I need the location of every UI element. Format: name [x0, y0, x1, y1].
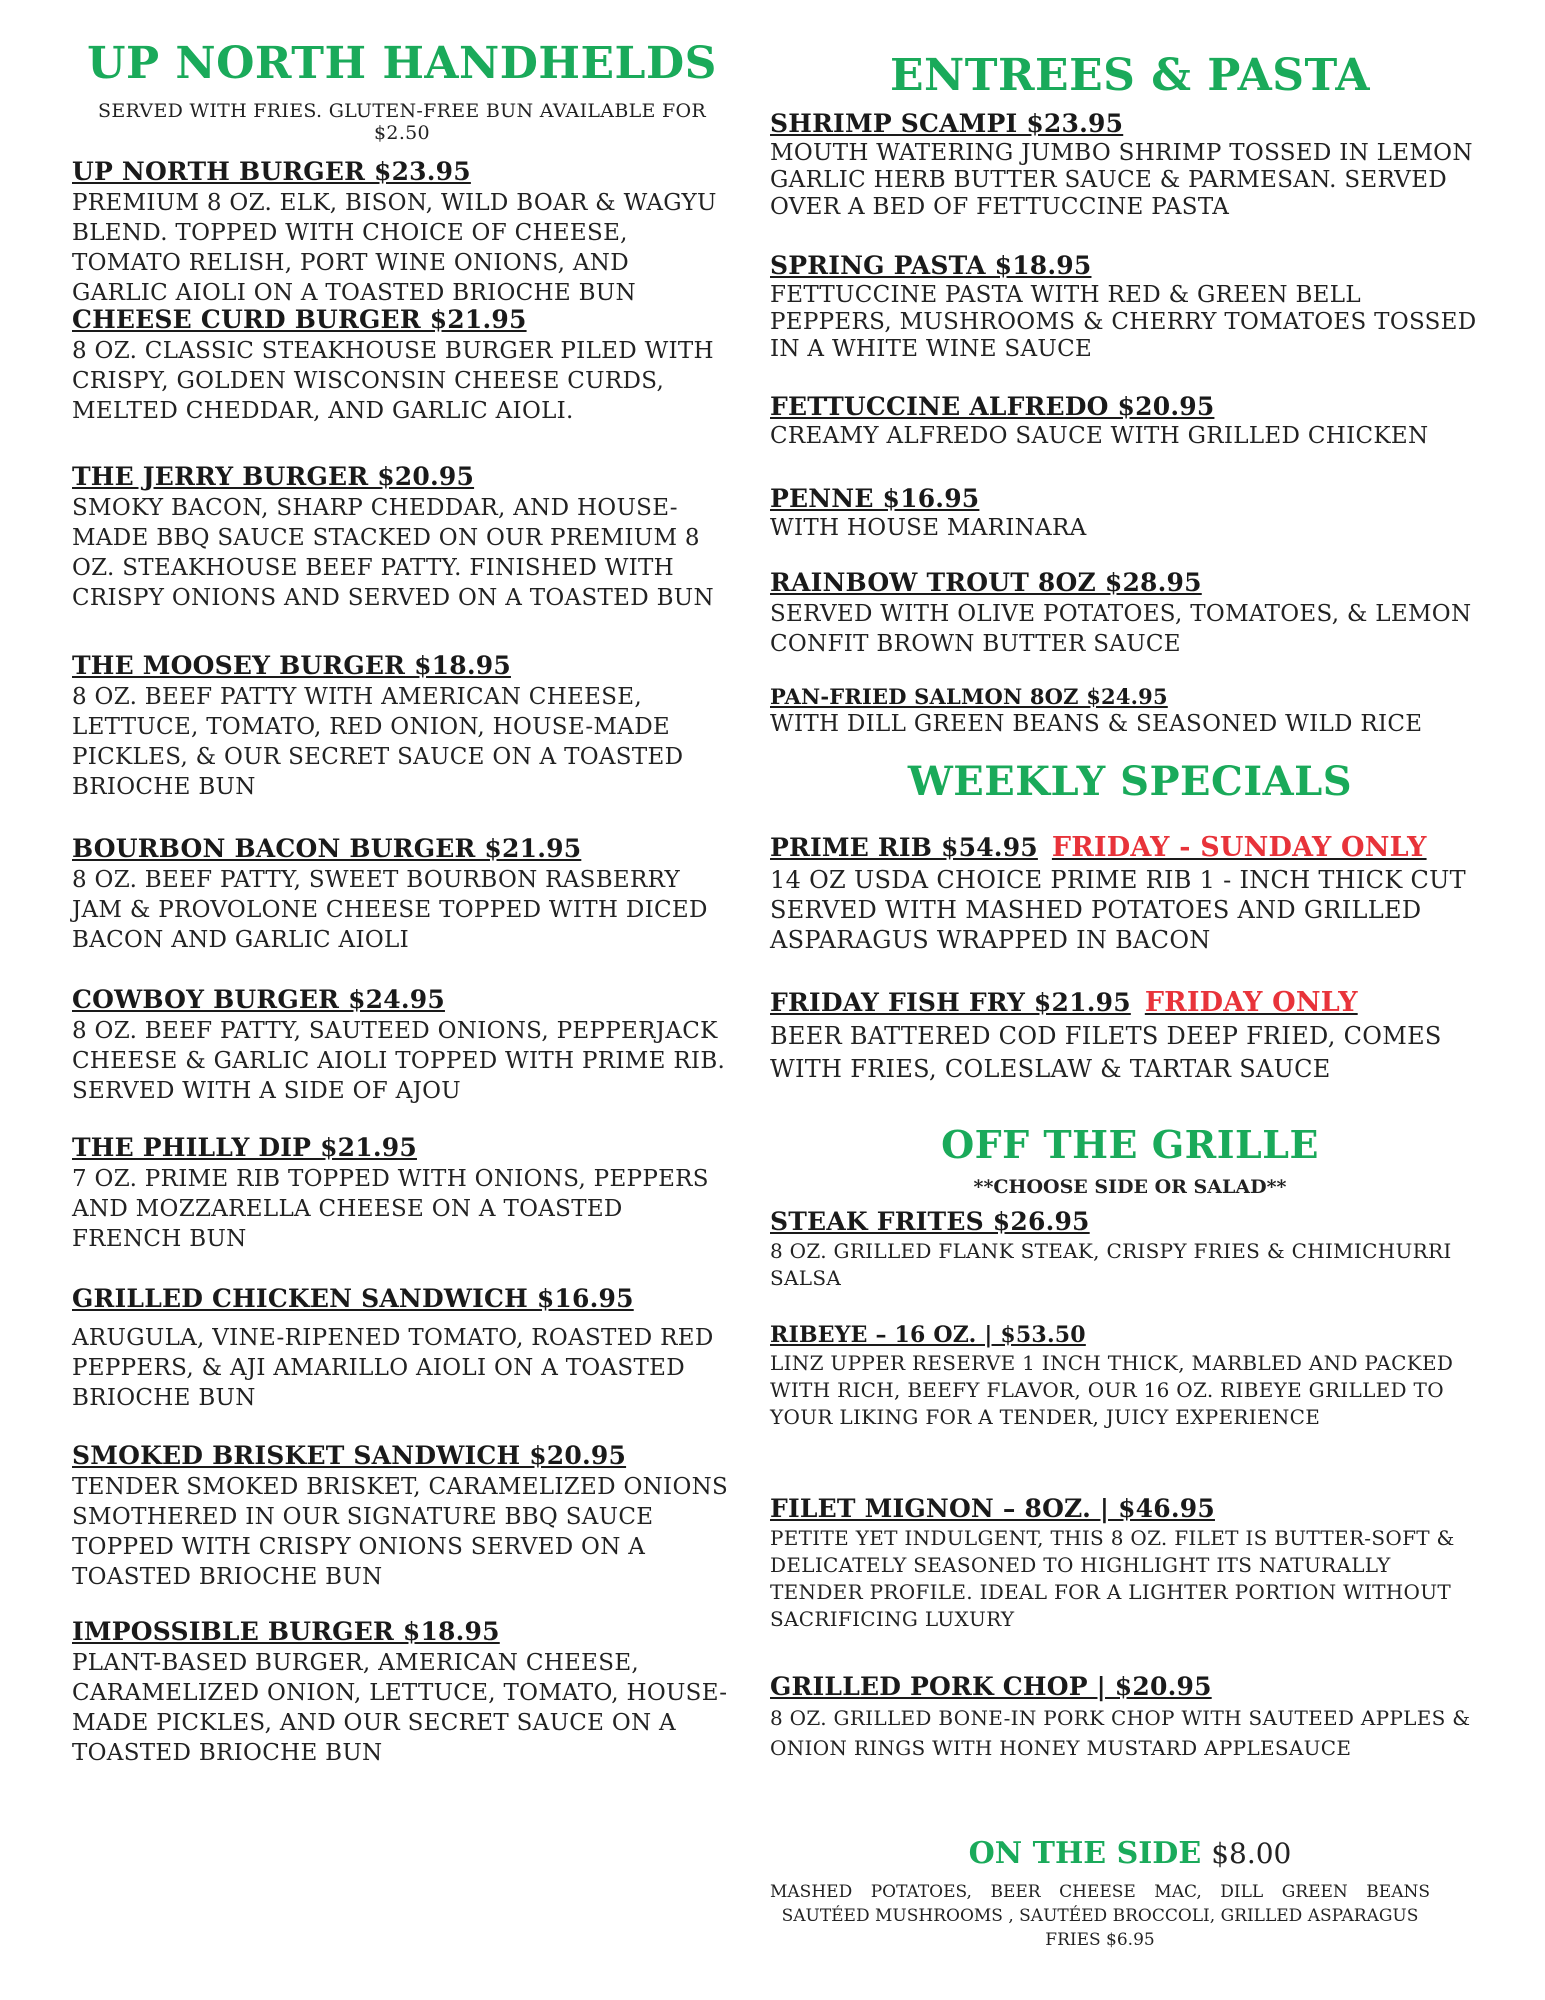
on-the-side-title: ON THE SIDE	[968, 1836, 1202, 1871]
menu-item	[770, 1494, 1490, 1633]
on-the-side-list	[770, 1880, 1430, 1952]
menu-item	[770, 987, 1490, 1086]
menu-item	[770, 1672, 1490, 1763]
menu-item	[770, 684, 1490, 738]
item-description: 14 OZ USDA CHOICE PRIME RIB 1 - INCH THICK CUT SERVED WITH MASHED POTATOES AND GRILLED ASPARAGUS WRAPPED IN BACON	[770, 866, 1466, 954]
item-description: 8 OZ. GRILLED BONE-IN PORK CHOP WITH SAUTEED APPLES & ONION RINGS WITH HONEY MUSTARD APPLESAUCE	[770, 1706, 1471, 1760]
item-name: FETTUCCINE ALFREDO $20.95	[770, 392, 1215, 421]
handhelds-note	[72, 100, 732, 144]
menu-item	[770, 1207, 1490, 1292]
availability-tag: FRIDAY - SUNDAY ONLY	[1051, 832, 1427, 863]
item-name: SMOKED BRISKET SANDWICH $20.95	[72, 1441, 627, 1470]
entrees-title: ENTREES & PASTA	[889, 50, 1371, 101]
item-name: FILET MIGNON – 8OZ. | $46.95	[770, 1494, 1215, 1523]
item-name: RIBEYE – 16 OZ. | $53.50	[770, 1322, 1086, 1348]
item-description: PLANT-BASED BURGER, AMERICAN CHEESE, CARAMELIZED ONION, LETTUCE, TOMATO, HOUSE-MADE PICKLES, AND OUR SECRET SAUCE ON A TOASTED BRIOCHE BUN	[72, 1650, 728, 1766]
grille-note: **CHOOSE SIDE OR SALAD**	[973, 1176, 1287, 1198]
item-description: FETTUCCINE PASTA WITH RED & GREEN BELL PEPPERS, MUSHROOMS & CHERRY TOMATOES TOSSED IN A WHITE WINE SAUCE	[770, 282, 1477, 362]
item-name: GRILLED PORK CHOP | $20.95	[770, 1672, 1212, 1701]
off-the-grille-title: OFF THE GRILLE	[941, 1122, 1319, 1167]
menu-item	[72, 305, 732, 426]
on-the-side-price: $8.00	[1211, 1837, 1292, 1870]
item-name: IMPOSSIBLE BURGER $18.95	[72, 1617, 500, 1646]
menu-item	[72, 834, 732, 955]
item-name	[770, 987, 1490, 1018]
item-description: BEER BATTERED COD FILETS DEEP FRIED, COMES WITH FRIES, COLESLAW & TARTAR SAUCE	[770, 1022, 1442, 1083]
item-name: UP NORTH BURGER $23.95	[72, 157, 471, 186]
menu-item	[770, 109, 1490, 221]
handhelds-note-line2: $2.50	[374, 122, 430, 144]
menu-item	[72, 1133, 732, 1254]
item-description: CREAMY ALFREDO SAUCE WITH GRILLED CHICKEN	[770, 423, 1429, 449]
side-line-2: SAUTÉED MUSHROOMS , SAUTÉED BROCCOLI, GRILLED ASPARAGUS	[781, 1906, 1419, 1926]
item-name	[770, 832, 1490, 863]
menu-item	[72, 157, 732, 308]
item-description: SMOKY BACON, SHARP CHEDDAR, AND HOUSE-MADE BBQ SAUCE STACKED ON OUR PREMIUM 8 OZ. STEAKHOUSE BEEF PATTY. FINISHED WITH CRISPY ONIONS AND SERVED ON A TOASTED BUN	[72, 495, 714, 611]
weekly-specials-title: WEEKLY SPECIALS	[907, 758, 1353, 805]
item-name: GRILLED CHICKEN SANDWICH $16.95	[72, 1284, 634, 1313]
item-description: 8 OZ. GRILLED FLANK STEAK, CRISPY FRIES & CHIMICHURRI SALSA	[770, 1239, 1452, 1290]
item-description: 8 OZ. BEEF PATTY, SWEET BOURBON RASBERRY JAM & PROVOLONE CHEESE TOPPED WITH DICED BACON AND GARLIC AIOLI	[72, 867, 708, 953]
item-description: PETITE YET INDULGENT, THIS 8 OZ. FILET IS BUTTER-SOFT & DELICATELY SEASONED TO HIGHLIGHT ITS NATURALLY TENDER PROFILE. IDEAL FOR A LIGHTER PORTION WITHOUT SACRIFICING LUXURY	[770, 1526, 1455, 1631]
menu-item	[72, 985, 732, 1106]
item-description: SERVED WITH OLIVE POTATOES, TOMATOES, & LEMON CONFIT BROWN BUTTER SAUCE	[770, 601, 1472, 657]
item-name: RAINBOW TROUT 8OZ $28.95	[770, 568, 1202, 597]
item-name: SHRIMP SCAMPI $23.95	[770, 109, 1124, 138]
menu-item	[770, 568, 1490, 659]
item-description: WITH HOUSE MARINARA	[770, 515, 1087, 541]
handhelds-note-line1: SERVED WITH FRIES. GLUTEN-FREE BUN AVAILABLE FOR	[98, 100, 706, 122]
menu-item	[770, 392, 1490, 450]
availability-tag: FRIDAY ONLY	[1144, 987, 1358, 1018]
menu-item	[72, 651, 732, 802]
menu-item	[72, 1284, 732, 1413]
item-name: THE PHILLY DIP $21.95	[72, 1133, 417, 1162]
menu-item	[770, 484, 1490, 542]
item-description: ARUGULA, VINE-RIPENED TOMATO, ROASTED RED PEPPERS, & AJI AMARILLO AIOLI ON A TOASTED BRIOCHE BUN	[72, 1325, 714, 1411]
item-description: 8 OZ. CLASSIC STEAKHOUSE BURGER PILED WITH CRISPY, GOLDEN WISCONSIN CHEESE CURDS, MELTED CHEDDAR, AND GARLIC AIOLI.	[72, 338, 714, 424]
item-description: PREMIUM 8 OZ. ELK, BISON, WILD BOAR & WAGYU BLEND. TOPPED WITH CHOICE OF CHEESE, TOMATO RELISH, PORT WINE ONIONS, AND GARLIC AIOLI ON A TOASTED BRIOCHE BUN	[72, 190, 717, 306]
item-description: 8 OZ. BEEF PATTY, SAUTEED ONIONS, PEPPERJACK CHEESE & GARLIC AIOLI TOPPED WITH PRIME RIB. SERVED WITH A SIDE OF AJOU	[72, 1018, 726, 1104]
item-name: PENNE $16.95	[770, 484, 980, 513]
item-description: MOUTH WATERING JUMBO SHRIMP TOSSED IN LEMON GARLIC HERB BUTTER SAUCE & PARMESAN. SERVED OVER A BED OF FETTUCCINE PASTA	[770, 140, 1473, 220]
menu-item	[72, 1617, 732, 1768]
item-description: 8 OZ. BEEF PATTY WITH AMERICAN CHEESE, LETTUCE, TOMATO, RED ONION, HOUSE-MADE PICKLES, & OUR SECRET SAUCE ON A TOASTED BRIOCHE BUN	[72, 684, 684, 800]
side-line-3: FRIES $6.95	[1045, 1930, 1155, 1950]
handhelds-title: UP NORTH HANDHELDS	[87, 38, 717, 89]
menu-item	[770, 832, 1490, 955]
item-description: 7 OZ. PRIME RIB TOPPED WITH ONIONS, PEPPERS AND MOZZARELLA CHEESE ON A TOASTED FRENCH BUN	[72, 1166, 709, 1252]
item-description: TENDER SMOKED BRISKET, CARAMELIZED ONIONS SMOTHERED IN OUR SIGNATURE BBQ SAUCE TOPPED WITH CRISPY ONIONS SERVED ON A TOASTED BRIOCHE BUN	[72, 1474, 729, 1590]
item-name-text: PRIME RIB $54.95	[770, 833, 1038, 862]
item-name: CHEESE CURD BURGER $21.95	[72, 305, 527, 334]
item-name: COWBOY BURGER $24.95	[72, 985, 445, 1014]
menu-item	[770, 251, 1490, 363]
item-name: THE JERRY BURGER $20.95	[72, 462, 475, 491]
item-name: THE MOOSEY BURGER $18.95	[72, 651, 511, 680]
item-description: WITH DILL GREEN BEANS & SEASONED WILD RICE	[770, 711, 1423, 737]
item-description: LINZ UPPER RESERVE 1 INCH THICK, MARBLED AND PACKED WITH RICH, BEEFY FLAVOR, OUR 16 OZ. RIBEYE GRILLED TO YOUR LIKING FOR A TENDER, JUICY EXPERIENCE	[770, 1351, 1454, 1429]
menu-item	[770, 1322, 1490, 1431]
item-name: STEAK FRITES $26.95	[770, 1207, 1090, 1236]
menu-item	[72, 462, 732, 613]
on-the-side-header	[770, 1836, 1490, 1871]
item-name-text: FRIDAY FISH FRY $21.95	[770, 988, 1131, 1017]
menu-item	[72, 1441, 732, 1592]
item-name: SPRING PASTA $18.95	[770, 251, 1092, 280]
item-name: BOURBON BACON BURGER $21.95	[72, 834, 582, 863]
side-line-1: MASHED POTATOES, BEER CHEESE MAC, DILL GREEN BEANS	[770, 1882, 1430, 1902]
item-name: PAN-FRIED SALMON 8OZ $24.95	[770, 684, 1168, 709]
